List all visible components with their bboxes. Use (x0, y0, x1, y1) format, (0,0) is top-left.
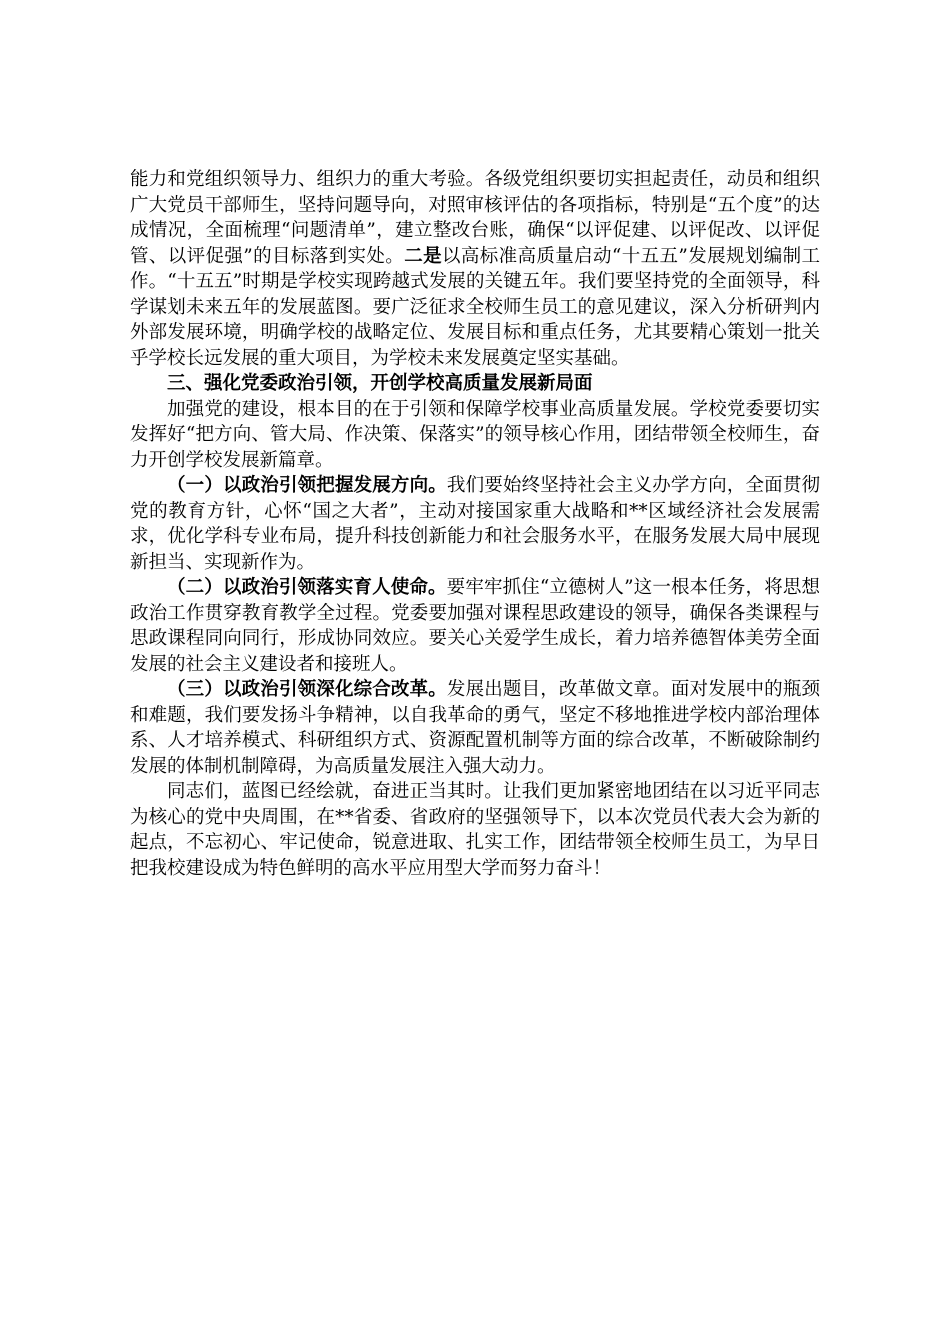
subheading-bold: （三）以政治引领深化综合改革。 (167, 679, 447, 700)
paragraph-comprehensive-reform (130, 677, 820, 779)
paragraph-text: 要牢牢抓住“立德树人”这一根本任务，将思想政治工作贯穿教育教学全过程。党委要加强对课程思政建设的领导，确保各类课程与思政课程同向同行，形成协同效应。要关心关爱学生成长，着力培养德智体美劳全面发展的社会主义建设者和接班人。 (130, 577, 820, 675)
paragraph-education-mission (130, 575, 820, 677)
bold-lead-phrase: 二是 (404, 245, 442, 267)
section-heading: 三、强化党委政治引领，开创学校高质量发展新局面 (167, 373, 593, 394)
document-body (130, 167, 820, 881)
paragraph-review-and-planning (130, 167, 820, 371)
paragraph-development-direction (130, 473, 820, 575)
paragraph-party-building: 加强党的建设，根本目的在于引领和保障学校事业高质量发展。学校党委要切实发挥好“把方向、管大局、作决策、保落实”的领导核心作用，团结带领全校师生，奋力开创学校发展新篇章。 (130, 398, 820, 471)
paragraph-text: 我们要始终坚持社会主义办学方向，全面贯彻党的教育方针，心怀“国之大者”，主动对接国家重大战略和**区域经济社会发展需求，优化学科专业布局，提升科技创新能力和社会服务水平，在服务发展大局中展现新担当、实现新作为。 (130, 475, 820, 573)
paragraph-text: 发展出题目，改革做文章。面对发展中的瓶颈和难题，我们要发扬斗争精神，以自我革命的勇气，坚定不移地推进学校内部治理体系、人才培养模式、科研组织方式、资源配置机制等方面的综合改革，不断破除制约发展的体制机制障碍，为高质量发展注入强大动力。 (130, 679, 820, 777)
paragraph-text: 能力和党组织领导力、组织力的重大考验。各级党组织要切实担起责任，动员和组织广大党员干部师生，坚持问题导向，对照审核评估的各项指标，特别是“五个度”的达成情况，全面梳理“问题清单”，建立整改台账，确保“以评促建、以评促改、以评促管、以评促强”的目标落到实处。 (130, 169, 820, 267)
paragraph-closing: 同志们，蓝图已经绘就，奋进正当其时。让我们更加紧密地团结在以习近平同志为核心的党中央周围，在**省委、省政府的坚强领导下，以本次党员代表大会为新的起点，不忘初心、牢记使命，锐意进取、扎实工作，团结带领全校师生员工，为早日把我校建设成为特色鲜明的高水平应用型大学而努力奋斗！ (130, 781, 820, 879)
subheading-bold: （一）以政治引领把握发展方向。 (167, 475, 447, 496)
paragraph-text: 以高标准高质量启动“十五五”发展规划编制工作。“十五五”时期是学校实现跨越式发展的关键五年。我们要坚持党的全面领导，科学谋划未来五年的发展蓝图。要广泛征求全校师生员工的意见建议，深入分析研判内外部发展环境，明确学校的战略定位、发展目标和重点任务，尤其要精心策划一批关乎学校长远发展的重大项目，为学校未来发展奠定坚实基础。 (130, 245, 820, 369)
subheading-bold: （二）以政治引领落实育人使命。 (167, 577, 447, 598)
